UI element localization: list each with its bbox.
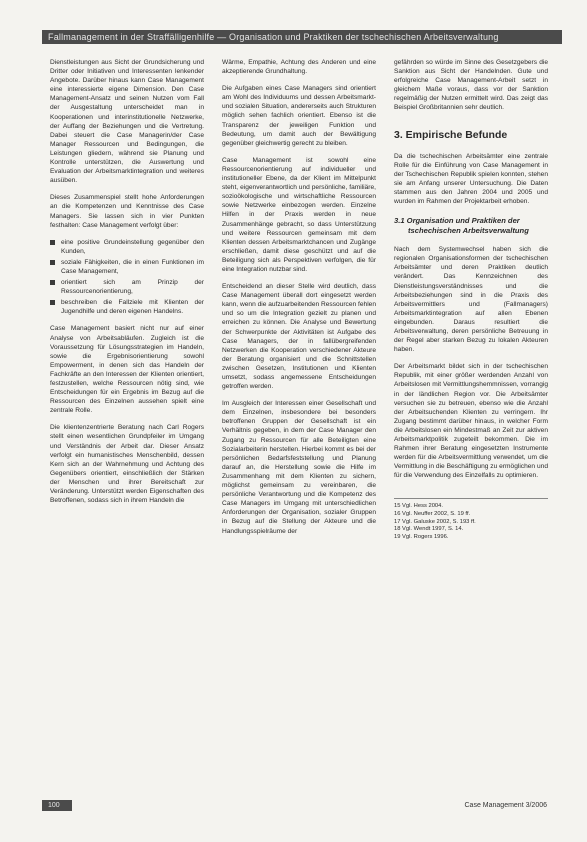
paragraph: Dienstleistungen aus Sicht der Grundsicherung und Dritter oder Initiativen und Interessenten lenkender Angebote. Darüber hinaus kann Case Management eine interessierte eigene Dimension. Den Case Management-Ansatz und seinen Nutzen vom Fall der Ausgestaltung unterscheidet man in Kooperationen und interinstitutionelle Netzwerke, der Auffang der Beziehungen und die Vertretung. Dabei steuert die Case Managerin/der Case Manager Ressourcen und Bedingungen, die Leistungen gliedern, während sie Planung und Kontrolle unterstützen, die Auswertung und Evaluation der Arbeitsmarktintegration und weiteres ausüben. (50, 59, 204, 185)
paragraph: Case Management ist sowohl eine Ressourcenorientierung auf individueller und institutioneller Ebene, da der Klient im Mittelpunkt steht, eigenverantwortlich und persönliche, familiäre, sozioökologische und wirtschaftliche Ressourcen sowie Netzwerke einbezogen werden. Einzelne Hilfen in der Praxis werden in neue Zusammenhänge gebracht, so dass Unterstützung und weitere Ressourcen gemeinsam mit dem Klienten dessen Arbeitsmarktchancen und Zugänge erschließen, damit diese geschützt und auf die Beteiligung sich als Perspektiven verfolgen, die für eine Integration nutzbar sind. (222, 156, 376, 273)
subsection-heading: 3.1 Organisation und Praktiken der tschechischen Arbeitsverwaltung (394, 216, 529, 235)
footnote: 19 Vgl. Rogers 1996. (394, 533, 449, 540)
section-heading: 3. Empirische Befunde (394, 128, 508, 141)
paragraph: Nach dem Systemwechsel haben sich die regionalen Organisationsformen der tschechischen Arbeitsämter und deren Praktiken deutlich verändert. Das Kennzeichnen des Dienstleistungsverständnisses und die Arbeitsbeziehungen sind in die Praxis des Arbeitsvermittlers und (Fallmanagers) Arbeitsmarktintegration auf allen Ebenen eingebunden. Daraus resultiert die Arbeitsverwaltung, deren persönliche Betreuung in der Regel aber starken Bezug zu lokalen Akteuren haben. (394, 246, 548, 354)
footnote: 18 Vgl. Wendt 1997, S. 14. (394, 526, 464, 533)
list-item: beschreiben die Fallziele mit Klienten der Jugendhilfe und deren eigenen Handelns. (50, 298, 204, 316)
paragraph: gefährden so würde im Sinne des Gesetzgebers die Sanktion aus Sicht der Handelnden. Gute und erfolgreiche Case Management-Arbeit setzt in gleichem Maße voraus, dass vor der Sanktion regelmäßig der Nutzen ermittelt wird. Das zeigt das Beispiel Großbritannien sehr deutlich. (394, 59, 548, 112)
footnote: 15 Vgl. Hess 2004. (394, 503, 443, 510)
paragraph: Die Aufgaben eines Case Managers sind orientiert am Wohl des Individuums und dessen Arbeitsmarkt- und sozialen Situation, andererseits auch Strukturen möglich sehen fachlich orientiert. Ebenso ist die Transparenz der jeweiligen Funktion und Bedeutung, um damit auch der Bewältigung gegenüber gleichwertig gerecht zu bleiben. (222, 85, 376, 147)
column-1 (50, 58, 204, 513)
page-number: 100 (42, 800, 72, 811)
column-2 (222, 58, 376, 544)
list-item: soziale Fähigkeiten, die in einen Funktionen im Case Management, (50, 258, 204, 276)
paragraph: Der Arbeitsmarkt bildet sich in der tschechischen Republik, mit einer größer werdenden Anzahl von Arbeitslosen mit Vermittlungshemmnissen, vorrangig in der ländlichen Region vor. Die Arbeitsämter versuchen sie zu betreuen, ebenso wie die Anzahl der Arbeitsuchenden Klienten zu verringern. Ihr Zugang bestimmt darüber hinaus, in welcher Form die Arbeitslosen ein Mindestmaß an Zeit zur aktiven Arbeitsmarktpolitik zugeteilt bekommen. Die im Rahmen ihrer Beratung eingesetzten Instrumente werden für die Arbeitsvermittlung verwendet, um die Vermittlung in die Beschäftigung zu ermöglichen und für die Verwendung des Einzelfalls zu optimieren. (394, 363, 548, 480)
footnote: 17 Vgl. Galuske 2002, S. 193 ff. (394, 518, 476, 525)
running-header: Fallmanagement in der Straffälligenhilfe — Organisation und Praktiken der tschechischen Arbeitsverwaltung (42, 30, 562, 44)
paragraph: Entscheidend an dieser Stelle wird deutlich, dass Case Management überall dort eingesetzt werden kann, wenn die aufzuarbeitenden Ressourcen fehlen und so um die Integration gezielt zu planen und erreichen zu können. Die Analyse und Bewertung der Schwerpunkte der Aktivitäten ist Aufgabe des Case Managers, der in fallübergreifenden Netzwerken die Kooperation verschiedener Akteure der Beratung organisiert und die Schnittstellen zwischen Gesetzen, Institutionen und Klienten umsetzt, sodass angemessene Entscheidungen getroffen werden. (222, 283, 376, 391)
footnotes (394, 498, 548, 541)
paragraph: Case Management basiert nicht nur auf einer Analyse von Arbeitsabläufen. Zugleich ist die Voraussetzung für Lösungsstrategien im Handeln, sowie die Ergebnisorientierung sowohl Empowerment, in denen sich das Handeln der Fachkräfte an den Interessen der Klienten orientiert, festzustellen, welche Ressourcen nötig sind, wie Entscheidungen für ein Ergebnis im Bezug auf die Ressourcen des Einzelnen aussehen spielt eine zentrale Rolle. (50, 325, 204, 415)
paragraph: Die klientenzentrierte Beratung nach Carl Rogers stellt einen wesentlichen Grundpfeiler im Umgang und Verständnis der Arbeit dar. Dieser Ansatz verfolgt ein humanistisches Menschenbild, dessen Kern sich an der Wahrnehmung und Achtung des Gegenübers orientiert, einschließlich der Stärken der Menschen und ihrer Bereitschaft zur Veränderung. Unterstützt werden Eigenschaften des Betroffenen, sodass sich in ihrem Handeln die (50, 424, 204, 505)
paragraph: Dieses Zusammenspiel stellt hohe Anforderungen an die Kompetenzen und Kenntnisse des Case Managers. Sie lassen sich in vier Punkten festhalten: Case Management verfolgt über: (50, 194, 204, 229)
list-item: eine positive Grundeinstellung gegenüber den Kunden, (50, 238, 204, 256)
paragraph: Da die tschechischen Arbeitsämter eine zentrale Rolle für die Einführung von Case Management in der Tschechischen Republik spielen konnten, stehen sie am Anfang unserer Untersuchung. Die Daten stammen aus den Jahren 2004 und 2005 und wurden im Rahmen der Projektarbeit erhoben. (394, 152, 548, 206)
footnote: 16 Vgl. Neuffer 2002, S. 19 ff. (394, 511, 471, 518)
column-3 (394, 58, 548, 541)
paragraph: Im Ausgleich der Interessen einer Gesellschaft und dem Einzelnen, insbesondere bei besonders betroffenen Gruppen der Gesellschaft ist ein Verhältnis gegeben, in dem der Case Manager den Zugang zu Ressourcen für alle Beteiligten eine Sozialarbeiterin herstellen. Hierbei kommt es bei der persönlichen Bedarfsfeststellung und Planung darauf an, die Herstellung sowie die Hilfe im Zusammenhang mit dem Klienten zu sichern, möglichst gemeinsam zu vereinbaren, die persönliche Verantwortung und die Kompetenz des Case Managers im Umgang mit unterschiedlichen Anforderungen der Organisation, sozialer Gruppen in Bezug auf die Stellung der Akteure und die Handlungsspielräume der (222, 400, 376, 535)
journal-footer: Case Management 3/2006 (464, 802, 547, 809)
bullet-list (50, 238, 204, 317)
paragraph: Wärme, Empathie, Achtung des Anderen und eine akzeptierende Grundhaltung. (222, 59, 376, 76)
list-item: orientiert sich am Prinzip der Ressourcenorientierung, (50, 278, 204, 296)
